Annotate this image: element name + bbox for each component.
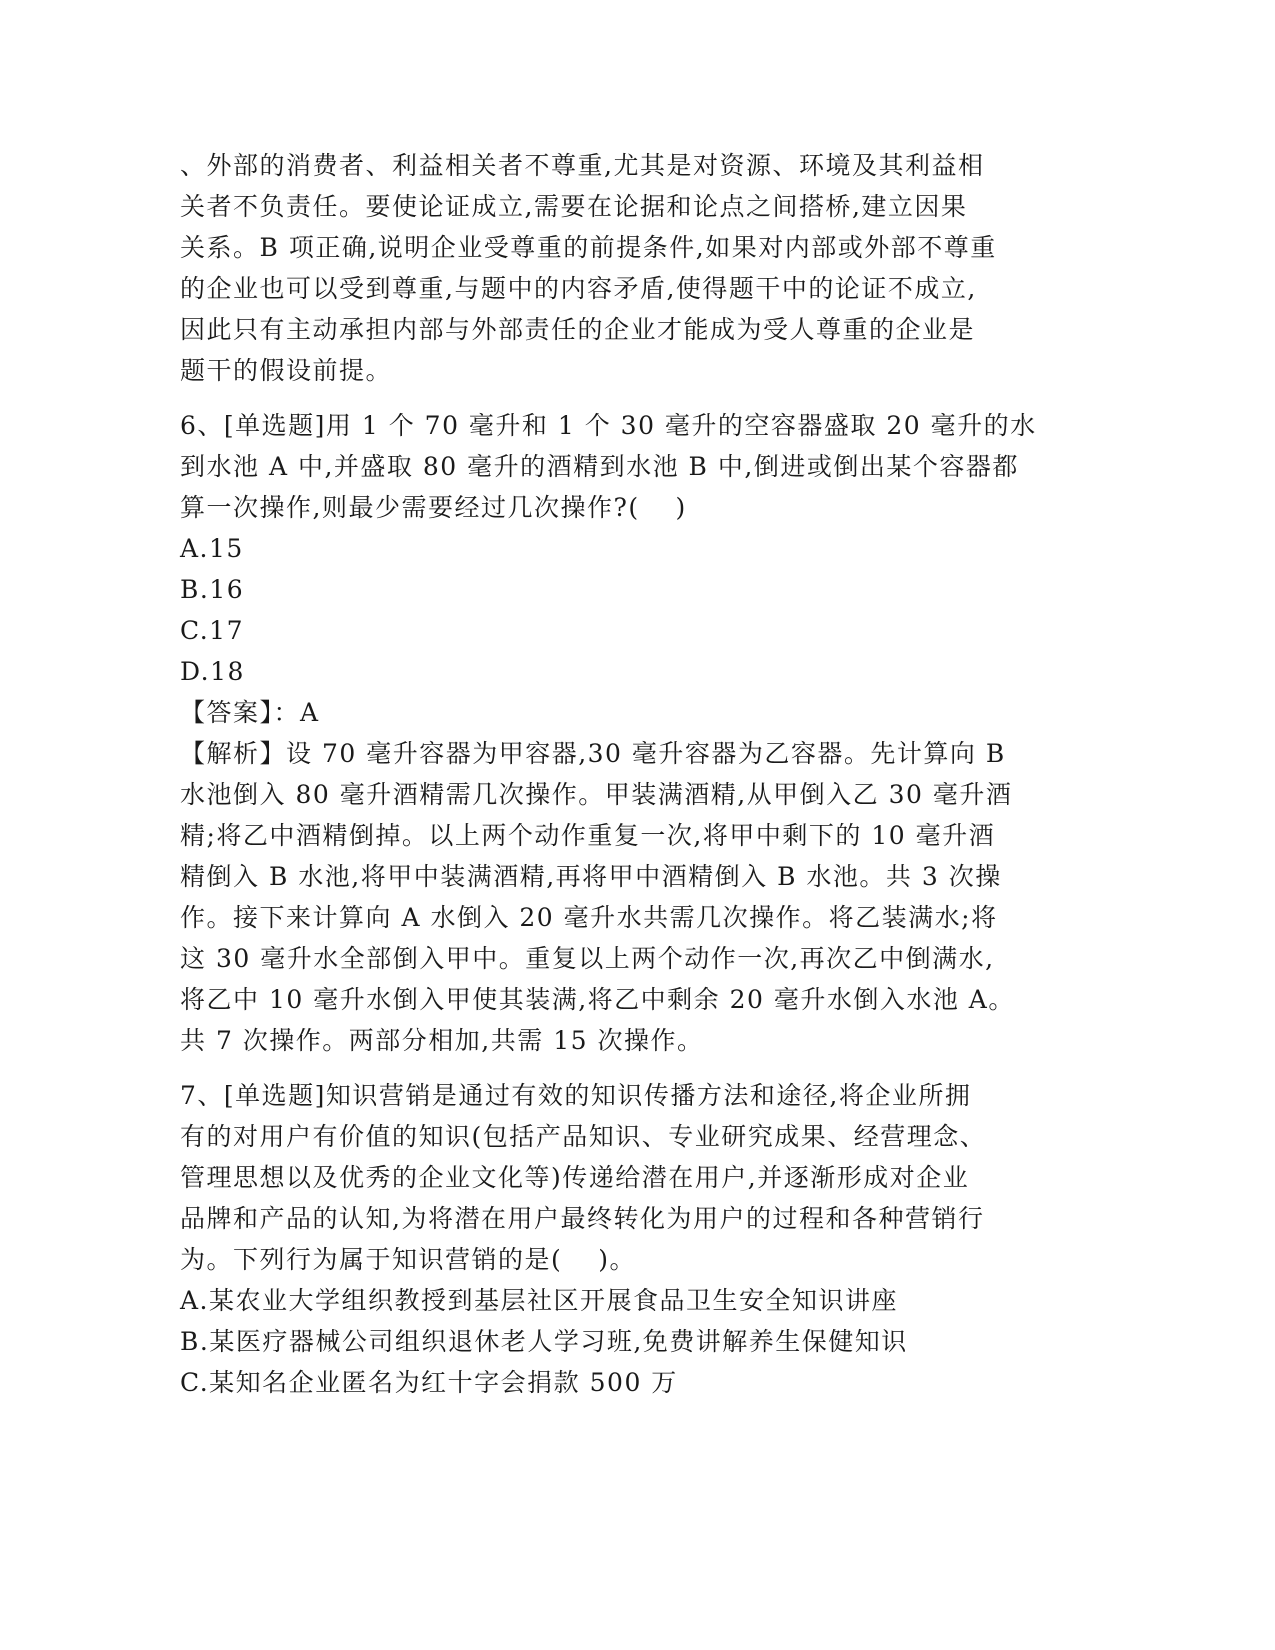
analysis-line: 作。接下来计算向 A 水倒入 20 毫升水共需几次操作。将乙装满水;将 — [180, 903, 998, 932]
question-stem-line: 品牌和产品的认知,为将潜在用户最终转化为用户的过程和各种营销行 — [180, 1204, 985, 1233]
question-stem-line: 算一次操作,则最少需要经过几次操作?( ) — [180, 493, 687, 522]
option-d: D.18 — [180, 657, 245, 686]
option-c: C.17 — [180, 616, 244, 645]
explanation-line: 关者不负责任。要使论证成立,需要在论据和论点之间搭桥,建立因果 — [180, 192, 968, 221]
explanation-line: 、外部的消费者、利益相关者不尊重,尤其是对资源、环境及其利益相 — [180, 151, 985, 180]
analysis-line: 这 30 毫升水全部倒入甲中。重复以上两个动作一次,再次乙中倒满水, — [180, 944, 995, 973]
spacer — [180, 1061, 1080, 1075]
option-b: B.16 — [180, 575, 245, 604]
question-6 — [180, 405, 1080, 1061]
analysis-line: 精倒入 B 水池,将甲中装满酒精,再将甲中酒精倒入 B 水池。共 3 次操 — [180, 862, 1002, 891]
answer-line: 【答案】：A — [180, 698, 320, 727]
document-page — [180, 145, 1080, 1403]
explanation-line: 因此只有主动承担内部与外部责任的企业才能成为受人尊重的企业是 — [180, 315, 976, 344]
question-stem-line: 管理思想以及优秀的企业文化等)传递给潜在用户,并逐渐形成对企业 — [180, 1163, 970, 1192]
question-stem-line: 到水池 A 中,并盛取 80 毫升的酒精到水池 B 中,倒进或倒出某个容器都 — [180, 452, 1019, 481]
analysis-line: 将乙中 10 毫升水倒入甲使其装满,将乙中剩余 20 毫升水倒入水池 A。 — [180, 985, 1015, 1014]
question-stem-line: 6、[单选题]用 1 个 70 毫升和 1 个 30 毫升的空容器盛取 20 毫升的水 — [180, 411, 1037, 440]
analysis-line: 共 7 次操作。两部分相加,共需 15 次操作。 — [180, 1026, 704, 1055]
analysis-line: 水池倒入 80 毫升酒精需几次操作。甲装满酒精,从甲倒入乙 30 毫升酒 — [180, 780, 1013, 809]
previous-explanation — [180, 145, 1080, 391]
analysis-line: 【解析】设 70 毫升容器为甲容器,30 毫升容器为乙容器。先计算向 B — [180, 739, 1006, 768]
explanation-line: 关系。B 项正确,说明企业受尊重的前提条件,如果对内部或外部不尊重 — [180, 233, 997, 262]
explanation-line: 的企业也可以受到尊重,与题中的内容矛盾,使得题干中的论证不成立, — [180, 274, 977, 303]
option-a: A.某农业大学组织教授到基层社区开展食品卫生安全知识讲座 — [180, 1286, 899, 1315]
option-c: C.某知名企业匿名为红十字会捐款 500 万 — [180, 1368, 678, 1397]
question-stem-line: 7、[单选题]知识营销是通过有效的知识传播方法和途径,将企业所拥 — [180, 1081, 972, 1110]
option-a: A.15 — [180, 534, 244, 563]
question-stem-line: 为。下列行为属于知识营销的是( )。 — [180, 1245, 636, 1274]
analysis-line: 精;将乙中酒精倒掉。以上两个动作重复一次,将甲中剩下的 10 毫升酒 — [180, 821, 996, 850]
question-7 — [180, 1075, 1080, 1403]
explanation-line: 题干的假设前提。 — [180, 356, 393, 385]
option-b: B.某医疗器械公司组织退休老人学习班,免费讲解养生保健知识 — [180, 1327, 908, 1356]
question-stem-line: 有的对用户有价值的知识(包括产品知识、专业研究成果、经营理念、 — [180, 1122, 987, 1151]
spacer — [180, 391, 1080, 405]
